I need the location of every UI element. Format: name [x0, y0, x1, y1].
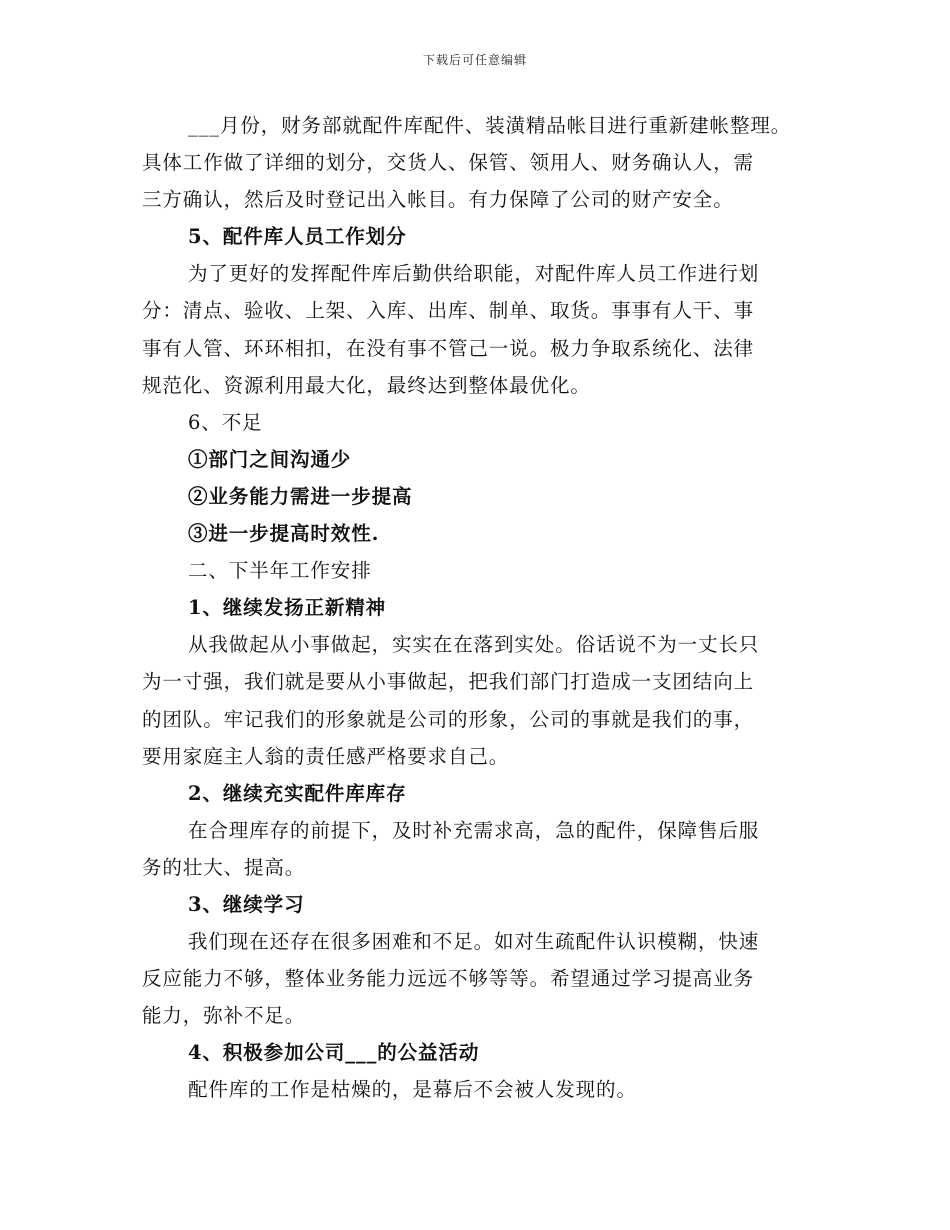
text-line: 反应能力不够，整体业务能力远远不够等等。希望通过学习提高业务	[142, 967, 755, 991]
section-heading-line: 2、继续充实配件库库存	[188, 781, 407, 805]
text-line: 事有人管、环环相扣，在没有事不管己一说。极力争取系统化、法律	[142, 336, 755, 360]
text-line: 三方确认，然后及时登记出入帐目。有力保障了公司的财产安全。	[142, 188, 734, 212]
text-line: 具体工作做了详细的划分，交货人、保管、领用人、财务确认人，需	[142, 151, 755, 175]
section-heading-line: 4、积极参加公司___的公益活动	[188, 1041, 480, 1065]
text-line: 的团队。牢记我们的形象就是公司的形象，公司的事就是我们的事，	[142, 707, 755, 731]
text-line: 6、不足	[188, 410, 263, 434]
text-line: 配件库的工作是枯燥的，是幕后不会被人发现的。	[188, 1078, 637, 1102]
text-line: ___月份，财务部就配件库配件、装潢精品帐目进行重新建帐整理。	[188, 114, 792, 137]
document-body	[142, 107, 817, 1109]
text-line: 我们现在还存在很多困难和不足。如对生疏配件认识模糊，快速	[188, 930, 760, 954]
section-heading-line: 3、继续学习	[188, 892, 305, 916]
section-heading-line: ②业务能力需进一步提高	[188, 484, 413, 508]
section-heading-line: ③进一步提高时效性.	[188, 522, 380, 546]
text-line: 在合理库存的前提下，及时补充需求高，急的配件，保障售后服	[188, 818, 760, 842]
section-heading-line: 5、配件库人员工作划分	[188, 225, 407, 249]
section-heading-line: 1、继续发扬正新精神	[188, 596, 387, 620]
text-line: 要用家庭主人翁的责任感严格要求自己。	[142, 744, 510, 768]
text-line: 为一寸强，我们就是要从小事做起，把我们部门打造成一支团结向上	[142, 670, 755, 694]
text-line: 能力，弥补不足。	[142, 1004, 306, 1028]
text-line: 分：清点、验收、上架、入库、出库、制单、取货。事事有人干、事	[142, 299, 755, 323]
text-line: 务的壮大、提高。	[142, 855, 306, 879]
page-header: 下载后可任意编辑	[422, 53, 527, 67]
text-line: 规范化、资源利用最大化，最终达到整体最优化。	[142, 373, 591, 397]
section-heading-line: ①部门之间沟通少	[188, 447, 352, 471]
text-line: 二、下半年工作安排	[188, 559, 372, 583]
text-line: 为了更好的发挥配件库后勤供给职能，对配件库人员工作进行划	[188, 262, 760, 286]
text-line: 从我做起从小事做起，实实在在落到实处。俗话说不为一丈长只	[188, 633, 760, 657]
